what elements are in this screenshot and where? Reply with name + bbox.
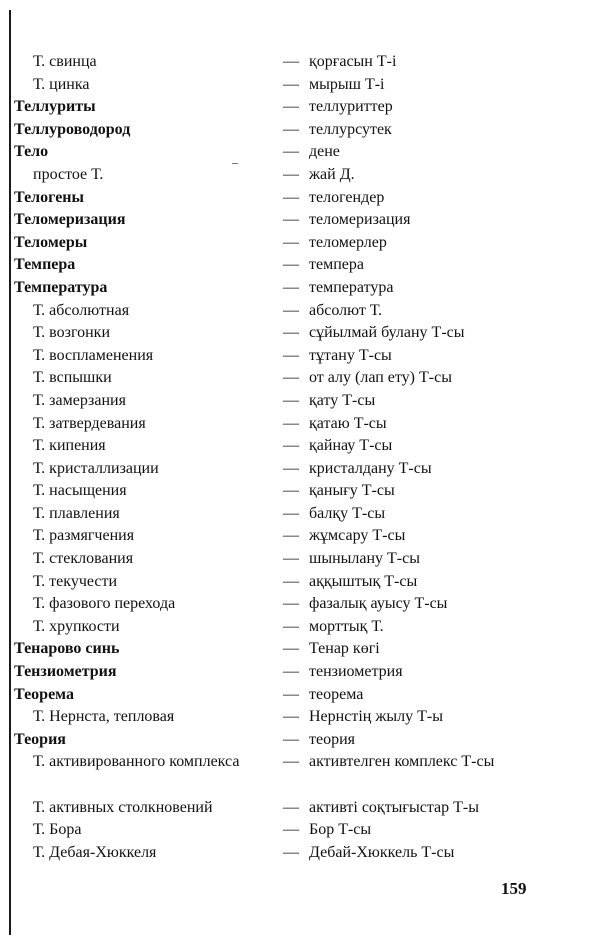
entry-translation: шынылану Т-сы [309,550,420,568]
entry-dash: — [283,663,299,681]
dictionary-entry [0,593,609,616]
entry-subterm: Т. воспламенения [33,346,154,364]
entry-headword: Тензиометрия [14,663,117,681]
entry-translation: қанығу Т-сы [309,482,395,500]
entry-translation: қорғасын Т-і [309,53,397,70]
entry-headword: Темпера [14,256,76,274]
entry-translation: теория [309,730,356,748]
entry-translation: қату Т-сы [309,391,376,409]
entry-dash: — [283,640,299,658]
dictionary-entry [0,390,609,413]
dictionary-entry [0,96,609,119]
entry-subterm: Т. абсолютная [33,301,130,319]
dictionary-entry [0,661,609,684]
dictionary-entry [0,458,609,481]
entry-headword: Теломеры [14,233,88,251]
entry-subterm: Т. Нернста, тепловая [33,708,175,726]
dictionary-entry [0,548,609,571]
entry-headword: Тело [14,143,49,161]
dictionary-entry [0,164,609,187]
entry-dash: — [283,369,299,387]
entry-dash: — [283,188,299,206]
entry-headword: Теллуроводород [14,120,131,138]
entry-translation: морттық Т. [309,617,384,635]
entry-dash: — [283,459,299,477]
entry-dash: — [283,504,299,522]
dictionary-entry [0,232,609,255]
entry-translation: балқу Т-сы [309,504,386,522]
entry-translation: теллурсутек [309,120,392,138]
entry-translation: активті соқтығыстар Т-ы [309,798,479,816]
entry-headword: Теория [14,730,66,748]
dictionary-entry [0,729,609,752]
dictionary-entry [0,277,609,300]
entry-dash: — [283,798,299,816]
entry-subterm: Т. возгонки [33,324,110,342]
entry-subterm: Т. цинка [33,75,90,93]
dictionary-entry [0,480,609,503]
dictionary-entry [0,797,609,820]
dictionary-entry [0,141,609,164]
entry-subterm: Т. кристаллизации [33,459,159,477]
entry-translation: қатаю Т-сы [309,414,387,432]
entry-dash: — [283,550,299,568]
entry-translation: теломеризация [309,211,411,229]
page-number: 159 [501,879,527,898]
entry-translation: дене [309,143,340,161]
entry-subterm: Т. текучести [33,572,118,590]
entry-translation: Дебай-Хюккель Т-сы [309,843,455,861]
entry-dash: — [283,75,299,93]
entry-dash: — [283,843,299,861]
entry-dash: — [283,527,299,545]
dictionary-entry [0,706,609,729]
entry-dash: — [283,346,299,364]
entry-subterm: Т. Дебая-Хюккеля [33,843,157,861]
entry-dash: — [283,617,299,635]
entry-headword: Теллуриты [14,98,96,116]
entry-dash: — [283,233,299,251]
entry-dash: — [283,391,299,409]
entry-translation: от алу (лап ету) Т-сы [309,369,452,387]
entry-dash: — [283,482,299,500]
dictionary-entry [0,435,609,458]
dictionary-entry [0,300,609,323]
entry-translation: сұйылмай булану Т-сы [309,324,465,342]
entry-translation: абсолют Т. [309,301,383,319]
entry-translation: Бор Т-сы [309,821,372,839]
dictionary-entry [0,119,609,142]
dictionary-entry [0,503,609,526]
dictionary-entry [0,254,609,277]
entry-dash: — [283,301,299,319]
entry-subterm: Т. свинца [33,53,97,70]
entry-translation: телогендер [309,188,385,206]
entry-translation: теломерлер [309,233,387,251]
entry-translation: тензиометрия [309,663,403,681]
entry-translation: активтелген комплекс Т-сы [309,753,495,771]
entry-translation: фазалық ауысу Т-сы [309,595,448,613]
entry-dash: — [283,685,299,703]
entry-subterm: Т. хрупкости [33,617,120,635]
entry-translation: аққыштық Т-сы [309,572,418,590]
entry-translation: кристалдану Т-сы [309,459,432,477]
entry-dash: — [283,595,299,613]
dictionary-entry [0,638,609,661]
entry-dash: — [283,53,299,70]
dictionary-entry [0,345,609,368]
entry-dash: — [283,278,299,296]
entry-subterm: Т. замерзания [33,391,126,409]
dictionary-entry [0,51,609,74]
dictionary-entry [0,74,609,97]
dictionary-entry [0,842,609,865]
entry-headword: Теорема [14,685,74,703]
dictionary-entry [0,525,609,548]
dictionary-entry [0,367,609,390]
entry-subterm: Т. активированного комплекса [33,753,240,771]
entry-subterm: Т. стеклования [33,550,134,568]
entry-subterm: Т. активных столкновений [33,798,213,816]
entry-subterm: Т. вспышки [33,369,112,387]
entry-dash: — [283,414,299,432]
entry-subterm: Т. плавления [33,504,120,522]
entry-headword: Температура [14,278,108,296]
entry-dash: — [283,753,299,771]
entry-dash: — [283,211,299,229]
entry-translation: Нернстің жылу Т-ы [309,708,443,726]
entry-list [0,51,609,864]
entry-translation: жай Д. [309,165,355,183]
entry-dash: — [283,165,299,183]
entry-dash: — [283,120,299,138]
dictionary-entry [0,571,609,594]
dictionary-entry [0,187,609,210]
entry-dash: — [283,708,299,726]
dictionary-entry [0,751,609,796]
entry-translation: қайнау Т-сы [309,437,393,455]
entry-dash: — [283,821,299,839]
entry-dash: — [283,730,299,748]
entry-translation: теорема [309,685,364,703]
entry-dash: — [283,572,299,590]
entry-dash: — [283,437,299,455]
entry-headword: Тенарово синь [14,640,120,658]
entry-translation: жұмсару Т-сы [309,527,406,545]
entry-dash: — [283,256,299,274]
dictionary-entry [0,413,609,436]
entry-dash: — [283,143,299,161]
entry-headword: Телогены [14,188,85,206]
entry-translation: Тенар көгі [309,640,380,658]
dictionary-entry [0,322,609,345]
entry-translation: температура [309,278,394,296]
entry-subterm: Т. Бора [33,821,82,839]
entry-subterm: Т. насыщения [33,482,127,500]
entry-dash: — [283,98,299,116]
dictionary-entry [0,819,609,842]
entry-translation: тұтану Т-сы [309,346,392,364]
entry-headword: Теломеризация [14,211,126,229]
entry-subterm: Т. фазового перехода [33,595,176,613]
entry-subterm: Т. затвердевания [33,414,146,432]
entry-dash: — [283,324,299,342]
entry-translation: мырыш Т-і [309,75,385,93]
entry-subterm: простое Т. [33,165,104,183]
dictionary-entry [0,209,609,232]
entry-subterm: Т. размягчения [33,527,135,545]
entry-translation: теллуриттер [309,98,393,116]
dictionary-entry [0,616,609,639]
entry-translation: темпера [309,256,364,274]
entry-subterm: Т. кипения [33,437,106,455]
dictionary-entry [0,684,609,707]
